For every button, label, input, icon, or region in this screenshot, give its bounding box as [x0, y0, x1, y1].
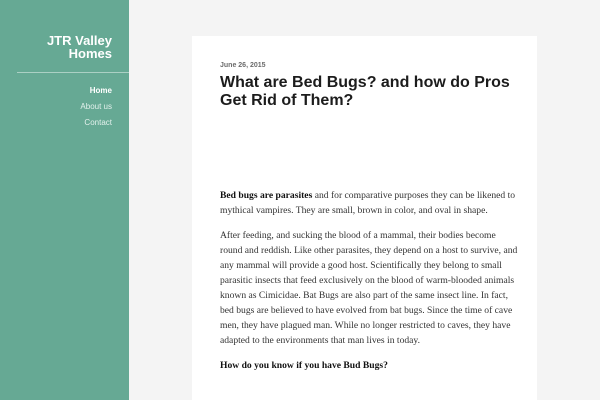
- nav-link-home[interactable]: Home: [89, 86, 112, 95]
- paragraph-1-bold: Bed bugs are parasites: [220, 190, 313, 201]
- sidebar-divider: [17, 72, 129, 73]
- paragraph-1: [220, 188, 520, 218]
- nav-item-home: [80, 83, 112, 99]
- post-title[interactable]: What are Bed Bugs? and how do Pros Get Rid of Them?: [220, 74, 510, 109]
- nav-item-about: [80, 99, 112, 115]
- nav-item-contact: [80, 115, 112, 131]
- site-title-link[interactable]: [12, 34, 112, 60]
- sidebar: [0, 0, 129, 400]
- subheading: How do you know if you have Bud Bugs?: [220, 360, 388, 371]
- main-navigation: [80, 83, 112, 131]
- post-content: [220, 188, 520, 383]
- paragraph-2: After feeding, and sucking the blood of a mammal, their bodies become round and reddish. Like other parasites, they depend on a host to survive, and any mammal will provide a good host. Scientifically they belong to small parasitic insects that feed exclusively on the blood of warm-blooded animals known as Cimicidae. Bat Bugs are also part of the same insect line. In fact, bed bugs are believed to have evolved from bat bugs. Since the time of cave men, they have plagued man. While no longer restricted to caves, they have adapted to the environments that man lives in today.: [220, 230, 518, 346]
- nav-link-about[interactable]: About us: [80, 102, 112, 111]
- site-title-line1: JTR Valley: [46, 33, 112, 48]
- post-date[interactable]: June 26, 2015: [220, 62, 266, 69]
- site-title-line2: Homes: [68, 46, 112, 61]
- post-card: [192, 36, 537, 400]
- paragraph-1-text: and for comparative purposes they can be likened to mythical vampires. They are small, brown in color, and oval in shape.: [220, 190, 516, 216]
- nav-link-contact[interactable]: Contact: [84, 118, 112, 127]
